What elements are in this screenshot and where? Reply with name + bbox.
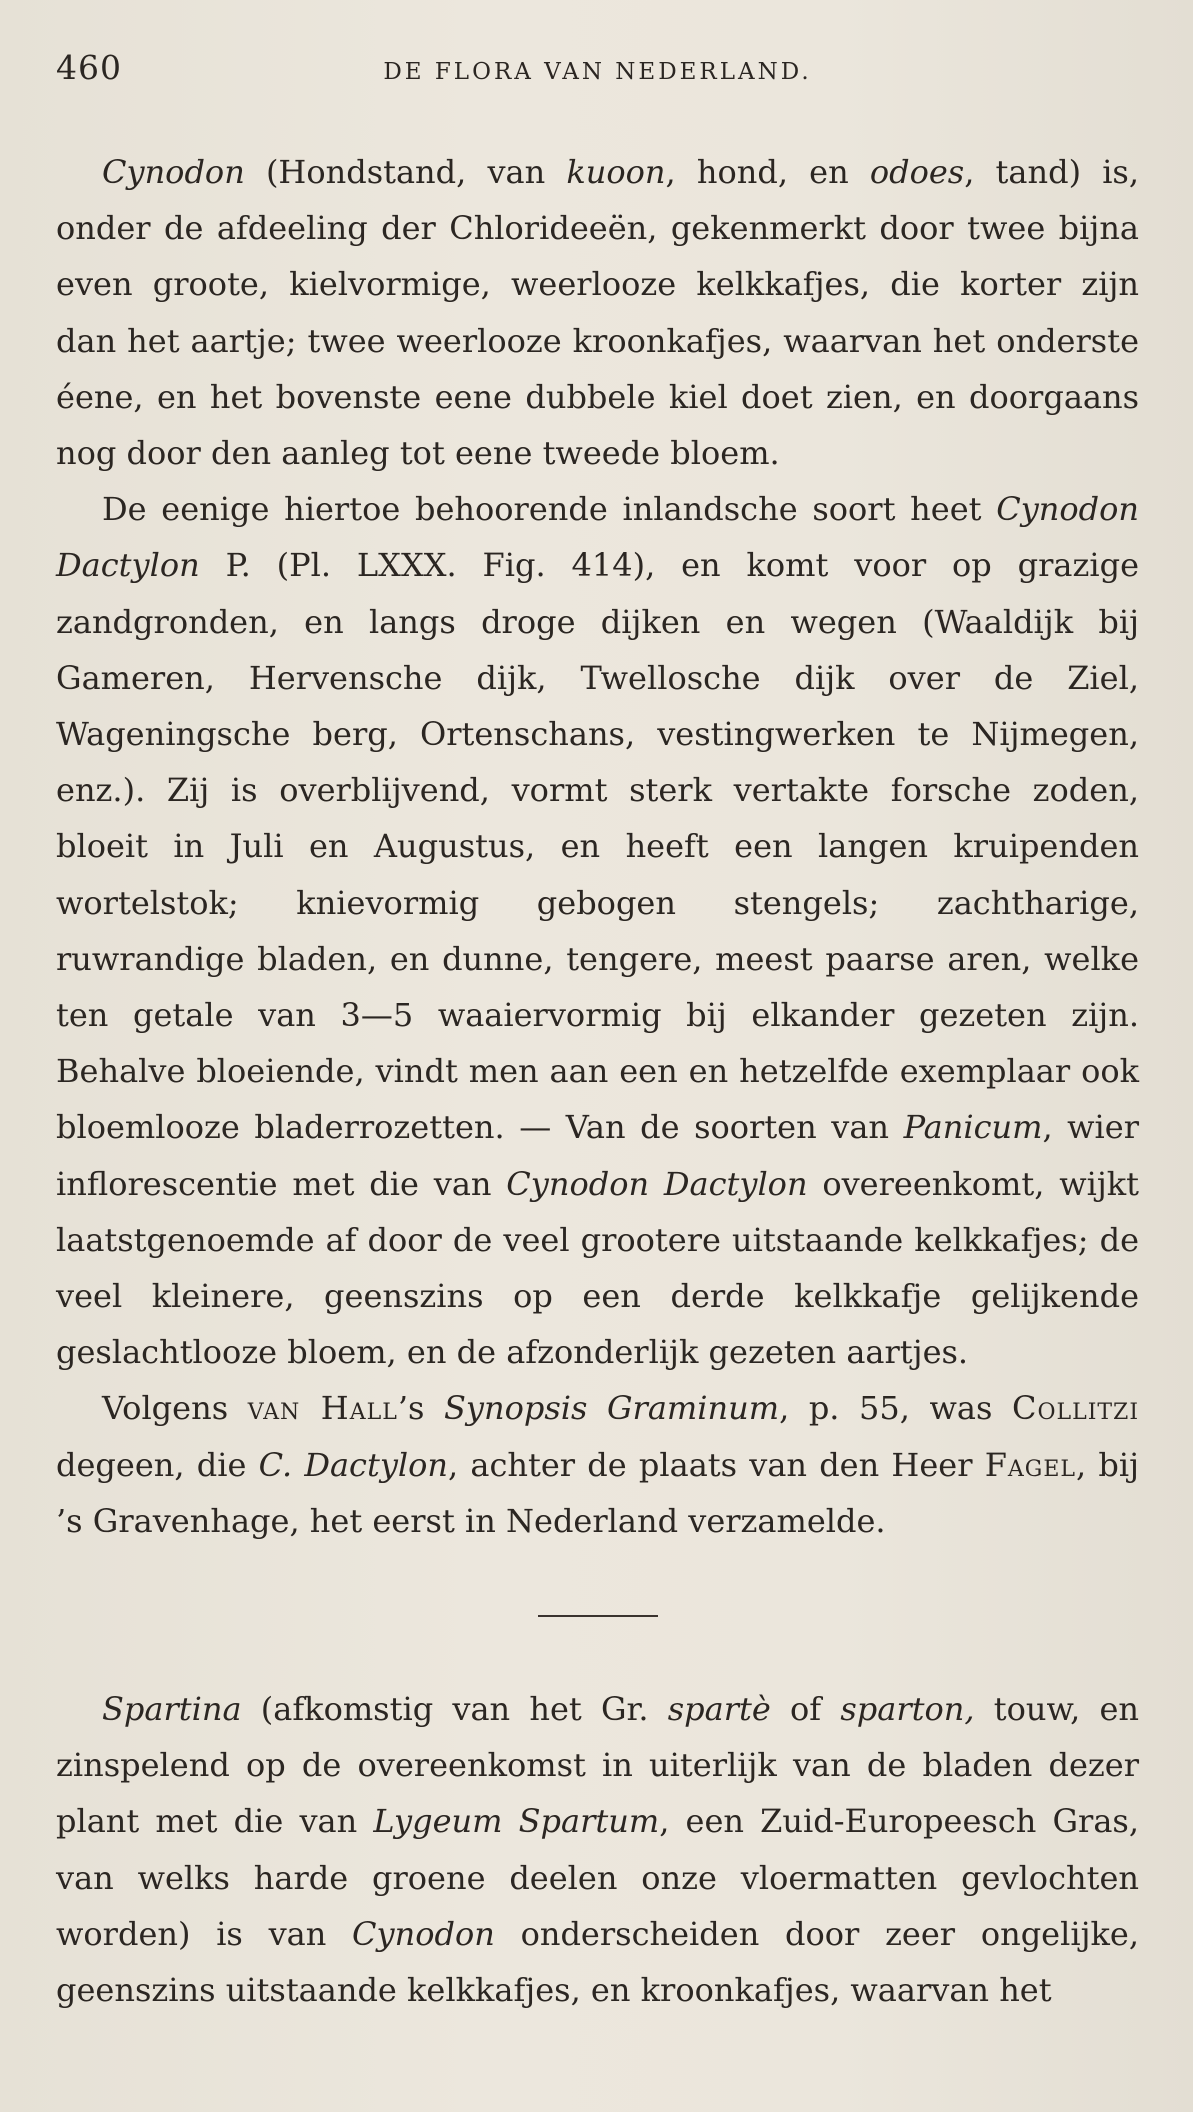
greek-term: sparton, <box>840 1690 975 1729</box>
text-run: (Hondstand, van <box>244 153 567 191</box>
paragraph-history <box>56 1380 1139 1549</box>
text-run: , wier inflorescentie met die van <box>56 1108 1140 1203</box>
greek-term: odoes <box>869 153 965 191</box>
text-run: touw, en zinspelend op de overeenkomst in uiterlijk van de bladen dezer plant met die van <box>56 1690 1140 1841</box>
greek-term: kuoon <box>566 153 666 191</box>
section-divider <box>538 1615 658 1617</box>
species-name: Cynodon Dactylon <box>56 490 1139 585</box>
species-name: Lygeum Spartum <box>373 1802 660 1841</box>
text-run: of <box>770 1690 841 1729</box>
author-name: van Hall <box>247 1389 398 1428</box>
greek-term: spartè <box>667 1690 771 1729</box>
paragraph-dactylon <box>56 481 1139 1380</box>
page-number: 460 <box>56 48 122 87</box>
text-run: onderscheiden door zeer ongelijke, geenszins uitstaande kelkkafjes, en kroonkafjes, waarvan het <box>56 1914 1139 2010</box>
text-run: ’s <box>397 1389 444 1428</box>
text-run: degeen, die <box>56 1445 259 1484</box>
person-name: Collitzi <box>1011 1389 1140 1428</box>
genus-name: Cynodon <box>352 1914 495 1953</box>
text-run: , p. 55, was <box>779 1389 1012 1428</box>
genus-name: Cynodon <box>102 153 245 191</box>
paragraph-cynodon <box>56 144 1139 481</box>
text-run: , achter de plaats van den Heer <box>448 1445 985 1484</box>
paragraph-spartina <box>56 1681 1139 2018</box>
text-run: , bij ’s Gravenhage, het eerst in Nederland verzamelde. <box>56 1445 1140 1540</box>
text-run: P. (Pl. LXXX. Fig. 414), en komt voor op grazige zandgronden, en langs droge dijken en wegen (Waaldijk bij Gameren, Hervensche dijk, Twellosche dijk over de Ziel, Wageningsche berg, Ortenschans, vestingwerken te Nijmegen, enz.). Zij is overblijvend, vormt sterk vertakte forsche zoden, bloeit in Juli en Augustus, en heeft een langen kruipenden wortelstok; knievormig gebogen stengels; zachtharige, ruwrandige bladen, en dunne, tengere, meest paarse aren, welke ten getale van 3—5 waaiervormig bij elkander gezeten zijn. Behalve bloeiende, vindt men aan een en hetzelfde exemplaar ook bloemlooze bladerrozetten. — Van de soorten van <box>56 546 1139 1147</box>
book-title: Synopsis Graminum <box>443 1389 780 1428</box>
running-head <box>56 48 1139 100</box>
running-title: DE FLORA VAN NEDERLAND. <box>383 59 812 85</box>
person-name: Fagel <box>984 1445 1077 1484</box>
text-run: , hond, en <box>665 153 870 191</box>
species-name: Cynodon Dactylon <box>506 1164 808 1203</box>
text-run: De eenige hiertoe behoorende inlandsche soort heet <box>102 490 997 529</box>
genus-name: Spartina <box>102 1690 242 1729</box>
genus-name: Panicum <box>903 1108 1043 1147</box>
text-run: , tand) is, onder de afdeeling der Chlorideeën, gekenmerkt door twee bijna even groote, kielvormige, weerlooze kelkkafjes, die korter zijn dan het aartje; twee weerlooze kroonkafjes, waarvan het onderste éene, en het bovenste eene dubbele kiel doet zien, en doorgaans nog door den aanleg tot eene tweede bloem. <box>56 153 1140 473</box>
text-run: Volgens <box>102 1389 248 1428</box>
text-run: , een Zuid-Europeesch Gras, van welks harde groene deelen onze vloermatten gevlochten worden) is van <box>56 1802 1140 1953</box>
species-name: C. Dactylon <box>258 1445 449 1484</box>
text-run: overeenkomt, wijkt laatstgenoemde af door de veel grootere uitstaande kelkkafjes; de veel kleinere, geenszins op een derde kelkkafje gelijkende geslachtlooze bloem, en de afzonderlijk gezeten aartjes. <box>56 1164 1140 1372</box>
text-run: (afkomstig van het Gr. <box>241 1690 668 1729</box>
